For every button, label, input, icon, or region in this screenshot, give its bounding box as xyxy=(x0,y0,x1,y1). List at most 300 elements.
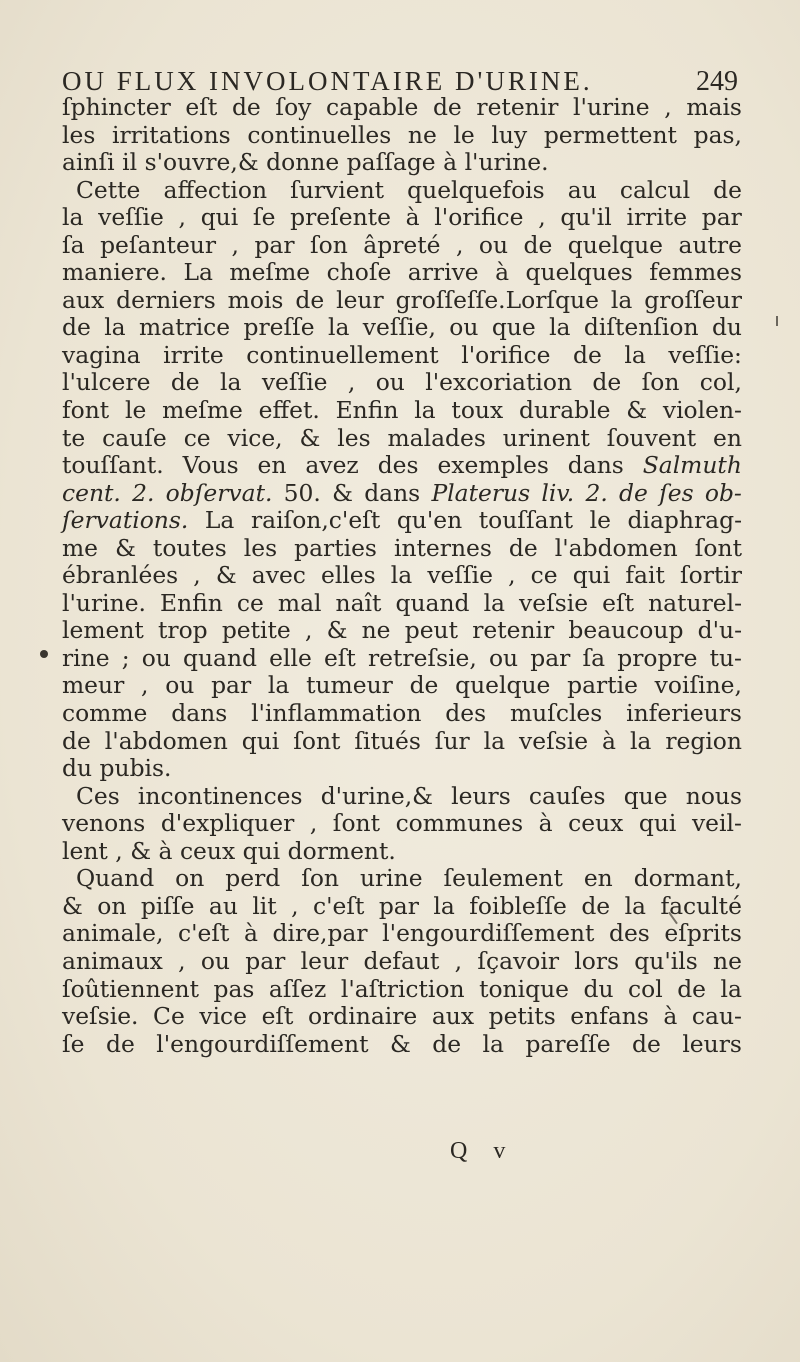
word: & xyxy=(626,396,648,425)
word: Vous xyxy=(182,451,239,480)
word: ſortir xyxy=(679,561,742,590)
word: diaphrag- xyxy=(627,506,742,535)
word: par xyxy=(245,946,286,975)
word: petits xyxy=(488,1002,556,1031)
word: mois xyxy=(227,285,284,314)
word: petite xyxy=(221,616,291,645)
word: l'urine. xyxy=(62,588,146,617)
word: elles xyxy=(321,561,376,590)
word: ébranlées xyxy=(62,561,179,590)
text-line xyxy=(62,369,742,397)
word: voiſine, xyxy=(654,671,742,700)
word: à xyxy=(495,258,510,287)
word: Ce xyxy=(153,1002,185,1031)
word: ſa xyxy=(582,643,606,672)
word: cauſes xyxy=(528,781,606,810)
word: , xyxy=(304,616,313,645)
word: , xyxy=(115,836,123,865)
word: dans xyxy=(364,478,421,507)
word: l'orifice xyxy=(461,340,551,369)
text-line xyxy=(62,149,742,177)
word: ceux xyxy=(568,809,624,838)
word: aſſez xyxy=(268,974,327,1003)
word: meur xyxy=(62,671,125,700)
word: de xyxy=(713,175,742,204)
word: avez xyxy=(305,451,359,480)
word: Enfin xyxy=(335,396,399,425)
word: l'engourdiſſement xyxy=(382,919,595,948)
word: & xyxy=(130,836,152,865)
word: diſtenſion xyxy=(583,313,699,342)
word: font xyxy=(62,396,110,425)
word: communes xyxy=(395,809,524,838)
word: retreſsie, xyxy=(367,643,477,672)
word: Salmuth xyxy=(642,451,742,480)
word: la xyxy=(104,313,126,342)
word: 2. xyxy=(132,478,155,507)
word: des xyxy=(608,919,650,948)
word: le xyxy=(589,506,611,535)
word: affection xyxy=(163,175,268,204)
word: ce xyxy=(183,423,211,452)
word: irritations xyxy=(111,120,231,149)
text-line-with-reference xyxy=(62,452,742,480)
word: l'ulcere xyxy=(62,368,151,397)
word: qui xyxy=(572,561,611,590)
word: par xyxy=(211,671,252,700)
word: defaut xyxy=(363,946,440,975)
word: l'excoriation xyxy=(425,368,573,397)
word: & xyxy=(299,423,321,452)
word: d'urine,& xyxy=(320,781,433,810)
word: à xyxy=(538,809,553,838)
text-line xyxy=(62,94,742,122)
citation-line xyxy=(62,480,742,508)
body-text xyxy=(62,94,742,1058)
word: ſont xyxy=(293,726,341,755)
word: veſſie: xyxy=(668,340,742,369)
word: la xyxy=(390,561,413,590)
word: la xyxy=(433,891,455,920)
word: effet. xyxy=(258,396,320,425)
word: pas xyxy=(213,974,255,1003)
text-line xyxy=(62,728,742,756)
word: la xyxy=(220,368,242,397)
word: ſe xyxy=(62,1029,85,1058)
word: naît xyxy=(335,588,382,617)
word: vagina xyxy=(62,340,141,369)
word: ſurvient xyxy=(290,175,385,204)
word: , xyxy=(538,203,546,232)
text-line xyxy=(62,1003,742,1031)
word: maniere. xyxy=(62,258,167,287)
word: toux xyxy=(451,396,504,425)
word: ou xyxy=(165,671,195,700)
word: la xyxy=(482,1029,504,1058)
word: , xyxy=(178,946,186,975)
word: & xyxy=(215,561,237,590)
word: en xyxy=(713,423,742,452)
word: beaucoup xyxy=(568,616,684,645)
word: paſſage xyxy=(346,148,436,177)
word: il xyxy=(122,148,138,177)
word: mais xyxy=(686,93,742,121)
word: la xyxy=(483,588,505,617)
word: cau- xyxy=(691,1002,742,1031)
word: en xyxy=(257,451,287,480)
word: ſon xyxy=(301,864,339,893)
word: & xyxy=(115,533,136,562)
word: derniers xyxy=(116,285,216,314)
word: de xyxy=(677,974,707,1003)
text-line xyxy=(62,645,742,673)
word: ſont xyxy=(332,809,381,838)
word: ſon xyxy=(641,368,680,397)
word: cauſe xyxy=(102,423,167,452)
word: c'eſt xyxy=(312,891,365,920)
word: la xyxy=(328,313,350,342)
text-line xyxy=(62,397,742,425)
text-line xyxy=(62,204,742,232)
word: retenir xyxy=(476,93,559,121)
text-line xyxy=(62,425,742,453)
word: ou xyxy=(449,313,479,342)
word: ou xyxy=(200,946,230,975)
word: ceux xyxy=(179,836,236,865)
word: permettent xyxy=(543,120,677,149)
word: leur xyxy=(300,946,349,975)
word: de xyxy=(508,533,538,562)
word: leurs xyxy=(451,781,511,810)
margin-ink-mark xyxy=(776,316,778,326)
word: , xyxy=(508,561,516,590)
word: la xyxy=(62,203,84,232)
word: ſeulement xyxy=(443,864,563,893)
text-line xyxy=(62,672,742,700)
page-number: 249 xyxy=(696,66,738,97)
word: eſt xyxy=(602,588,635,617)
word: nous xyxy=(685,781,742,810)
word: Ces xyxy=(76,781,120,810)
word: ſon xyxy=(310,230,348,259)
word: liv. xyxy=(541,478,575,507)
word: l'abdomen xyxy=(554,533,678,562)
word: touſſant xyxy=(478,506,574,535)
word: ne xyxy=(713,946,742,975)
text-line xyxy=(62,838,742,866)
word: en xyxy=(583,864,613,893)
signature-sheet: v xyxy=(493,1138,506,1164)
word: à xyxy=(405,203,420,232)
word: de xyxy=(231,93,261,121)
word: lit xyxy=(252,891,277,920)
word: quelquefois xyxy=(407,175,545,204)
word: veſſie xyxy=(261,368,328,397)
word: ou xyxy=(141,643,171,672)
text-line xyxy=(62,232,742,260)
word: c'eſt xyxy=(177,919,230,948)
word: leurs xyxy=(682,1029,742,1058)
word: animale, xyxy=(62,919,164,948)
word: , xyxy=(193,561,201,590)
word: ſur xyxy=(434,726,470,755)
word: piſſe xyxy=(140,891,195,920)
word: venons xyxy=(62,809,146,838)
word: arrive xyxy=(407,258,479,287)
word: dans xyxy=(567,451,624,480)
word: 2. xyxy=(585,478,608,507)
margin-bullet-mark xyxy=(40,650,48,658)
word: la xyxy=(414,396,436,425)
word: irrite xyxy=(163,340,224,369)
word: que xyxy=(623,781,668,810)
word: durable xyxy=(518,396,611,425)
word: toutes xyxy=(152,533,227,562)
word: de xyxy=(523,230,553,259)
word: preſſe xyxy=(243,313,315,342)
text-line xyxy=(62,562,742,590)
word: qu'ils xyxy=(634,946,698,975)
running-title: OU FLUX INVOLONTAIRE D'URINE. xyxy=(62,66,593,96)
text-line xyxy=(62,893,742,921)
word: de xyxy=(62,726,91,755)
word: inferieurs xyxy=(626,699,742,728)
word: qui xyxy=(638,809,677,838)
word: urine xyxy=(359,864,423,893)
text-line xyxy=(62,948,742,976)
word: pubis. xyxy=(99,754,172,783)
word: retenir xyxy=(472,616,555,645)
word: continuelles xyxy=(247,120,392,149)
word: du xyxy=(583,974,614,1003)
text-line xyxy=(62,535,742,563)
word: de xyxy=(170,368,200,397)
word: donne xyxy=(266,148,340,177)
word: dormant, xyxy=(633,864,742,893)
word: ſe xyxy=(252,203,276,232)
word: la xyxy=(267,671,290,700)
word: vice xyxy=(199,1002,247,1031)
word: l'urine. xyxy=(464,148,549,177)
word: te xyxy=(62,423,86,452)
text-line xyxy=(62,287,742,315)
word: de xyxy=(581,891,611,920)
text-line xyxy=(62,810,742,838)
word: d'expliquer xyxy=(160,809,295,838)
word: col xyxy=(628,974,663,1003)
word: tumeur xyxy=(306,671,393,700)
word: ainſi xyxy=(62,148,115,177)
word: veil- xyxy=(691,809,742,838)
word: ſitués xyxy=(354,726,421,755)
word: pareſſe xyxy=(525,1029,611,1058)
word: âpreté xyxy=(363,230,441,259)
word: l'urine xyxy=(573,93,650,121)
word: Enfin xyxy=(160,588,223,617)
word: de xyxy=(432,1029,462,1058)
word: propre xyxy=(617,643,698,672)
word: foibleſſe xyxy=(469,891,567,920)
word: lement xyxy=(62,616,144,645)
word: urinent xyxy=(502,423,590,452)
text-line xyxy=(62,314,742,342)
word: veſſie, xyxy=(362,313,436,342)
word: la xyxy=(720,974,742,1003)
word: la xyxy=(610,285,633,314)
word: violen- xyxy=(662,396,742,425)
word: internes xyxy=(393,533,492,562)
word: choſe xyxy=(326,258,392,287)
word: ne xyxy=(361,616,391,645)
word: raiſon,c'eſt xyxy=(250,506,381,535)
word: ſes xyxy=(659,478,694,507)
word: & xyxy=(326,616,348,645)
word: , xyxy=(455,230,464,259)
word: ſçavoir xyxy=(477,946,560,975)
word: autre xyxy=(678,230,742,259)
word: ſouvent xyxy=(606,423,697,452)
word: capable xyxy=(326,93,419,121)
word: ou xyxy=(488,643,519,672)
word: ou xyxy=(478,230,509,259)
word: la xyxy=(549,313,571,342)
word: region xyxy=(665,726,742,755)
word: leur xyxy=(336,285,384,314)
word: l'inflammation xyxy=(251,699,422,728)
word: le xyxy=(125,396,147,425)
word: lent xyxy=(62,836,108,865)
word: l'abdomen xyxy=(104,726,228,755)
word: groſſeur xyxy=(644,285,742,314)
word: eſt xyxy=(185,93,218,121)
word: malades xyxy=(387,423,486,452)
word: elle xyxy=(269,643,312,672)
word: des xyxy=(377,451,419,480)
word: à xyxy=(663,1002,678,1031)
word: tu- xyxy=(709,643,742,672)
word: me xyxy=(62,533,99,562)
word: à xyxy=(158,836,173,865)
word: quelque xyxy=(455,671,551,700)
paragraph-start-line xyxy=(62,865,742,893)
word: cent. xyxy=(62,478,121,507)
word: Cette xyxy=(76,175,141,204)
word: ſoy xyxy=(275,93,312,121)
word: , xyxy=(291,891,299,920)
text-line xyxy=(62,122,742,150)
text-line xyxy=(62,755,742,783)
word: qu'en xyxy=(396,506,463,535)
word: qui xyxy=(242,836,281,865)
word: au xyxy=(567,175,597,204)
word: veſsie. xyxy=(62,1002,139,1031)
word: de xyxy=(632,1029,661,1058)
word: on xyxy=(97,891,127,920)
word: tonique xyxy=(479,974,569,1003)
word: col, xyxy=(699,368,742,397)
text-line xyxy=(62,976,742,1004)
word: Quand xyxy=(76,864,155,893)
word: peut xyxy=(404,616,458,645)
signature-letter: Q xyxy=(450,1138,468,1164)
word: de xyxy=(295,285,325,314)
word: ſont xyxy=(694,533,742,562)
word: eſt xyxy=(261,1002,294,1031)
word: de xyxy=(592,368,622,397)
word: faculté xyxy=(660,891,742,920)
word: de xyxy=(105,1029,135,1058)
word: par xyxy=(378,891,419,920)
text-line xyxy=(62,920,742,948)
word: obſervat. xyxy=(165,478,273,507)
word: que xyxy=(491,313,536,342)
word: & xyxy=(332,478,353,507)
word: 50. xyxy=(283,478,321,507)
text-line xyxy=(62,1031,742,1059)
word: par xyxy=(701,203,742,232)
word: de xyxy=(432,93,462,121)
word: femmes xyxy=(649,258,742,287)
word: de xyxy=(62,313,91,342)
word: aux xyxy=(62,285,105,314)
word: lors xyxy=(574,946,620,975)
word: on xyxy=(175,864,205,893)
word: du xyxy=(711,313,742,342)
word: veſſie xyxy=(427,561,494,590)
word: quelque xyxy=(567,230,664,259)
word: à xyxy=(244,919,258,948)
word: de xyxy=(619,478,648,507)
word: du xyxy=(62,754,93,783)
word: qui xyxy=(241,726,280,755)
word: l'aſtriction xyxy=(340,974,465,1003)
word: la xyxy=(483,726,506,755)
word: par xyxy=(530,643,571,672)
word: aux xyxy=(431,1002,475,1031)
word: ne xyxy=(407,120,437,149)
word: , xyxy=(347,368,356,397)
word: l'orifice xyxy=(434,203,524,232)
word: les xyxy=(243,533,278,562)
word: Platerus xyxy=(431,478,531,507)
word: quelques xyxy=(525,258,633,287)
word: la xyxy=(624,891,647,920)
word: veſsie xyxy=(519,588,589,617)
word: touſſant. xyxy=(62,451,164,480)
text-line xyxy=(62,700,742,728)
word: , xyxy=(141,671,149,700)
word: ; xyxy=(121,643,130,672)
word: parties xyxy=(294,533,377,562)
word: exemples xyxy=(437,451,549,480)
word: l'engourdiſſement xyxy=(156,1029,369,1058)
text-line xyxy=(62,259,742,287)
word: dire,par xyxy=(272,919,368,948)
word: quand xyxy=(395,588,470,617)
word: ſervations. xyxy=(62,506,189,535)
text-line xyxy=(62,590,742,618)
word: quand xyxy=(183,643,258,672)
word: & xyxy=(389,1029,411,1058)
word: ce xyxy=(530,561,558,590)
word: pas, xyxy=(693,120,742,149)
word: muſcles xyxy=(509,699,603,728)
word: meſme xyxy=(229,258,311,287)
word: eſprits xyxy=(664,919,742,948)
word: ou xyxy=(375,368,405,397)
word: fait xyxy=(625,561,665,590)
word: luy xyxy=(491,120,528,149)
